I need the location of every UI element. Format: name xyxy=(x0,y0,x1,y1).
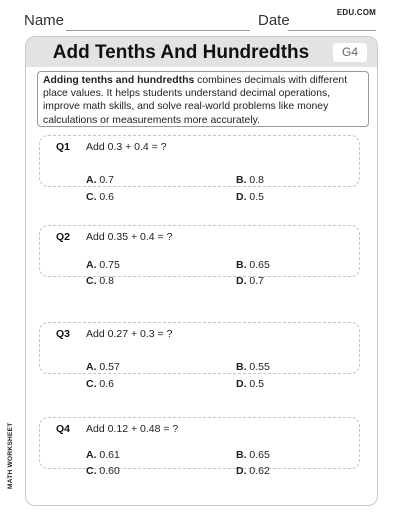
option-letter: D. xyxy=(236,275,247,287)
option-letter: B. xyxy=(236,259,247,271)
option-value: 0.8 xyxy=(249,174,265,186)
question-text: Add 0.35 + 0.4 = ? xyxy=(86,231,173,243)
option-d[interactable] xyxy=(236,465,270,477)
option-d[interactable] xyxy=(236,191,264,203)
option-letter: A. xyxy=(86,449,97,461)
option-b[interactable] xyxy=(236,361,270,373)
option-letter: C. xyxy=(86,378,97,390)
date-label: Date xyxy=(258,12,290,29)
date-line[interactable] xyxy=(288,30,376,31)
worksheet-frame xyxy=(25,36,378,506)
option-value: 0.5 xyxy=(249,191,265,203)
question-text: Add 0.3 + 0.4 = ? xyxy=(86,141,167,153)
option-letter: B. xyxy=(236,449,247,461)
option-c[interactable] xyxy=(86,465,120,477)
question-text: Add 0.12 + 0.48 = ? xyxy=(86,423,179,435)
option-letter: B. xyxy=(236,174,247,186)
option-value: 0.60 xyxy=(99,465,120,477)
title-bar xyxy=(26,37,377,67)
question-text: Add 0.27 + 0.3 = ? xyxy=(86,328,173,340)
question-number: Q3 xyxy=(56,328,71,340)
option-letter: C. xyxy=(86,191,97,203)
question-card xyxy=(39,135,360,203)
brand-logo: EDU.COM xyxy=(336,8,376,17)
option-letter: D. xyxy=(236,378,247,390)
question-number: Q1 xyxy=(56,141,71,153)
worksheet-header xyxy=(24,10,376,30)
intro-box xyxy=(37,71,369,127)
intro-bold: Adding tenths and hundredths xyxy=(43,75,195,86)
name-label: Name xyxy=(24,12,65,29)
option-a[interactable] xyxy=(86,174,114,186)
question-card xyxy=(39,417,360,477)
option-letter: A. xyxy=(86,174,97,186)
option-value: 0.6 xyxy=(99,378,115,390)
option-c[interactable] xyxy=(86,191,114,203)
question-number: Q2 xyxy=(56,231,71,243)
intro-text: combines decimals with different place values. It helps students understand decimal operations, improve math skills, and solve real-world problems like money calculations or measurements more accurately. xyxy=(43,75,348,126)
side-label: MATH WORKSHEET xyxy=(7,422,14,489)
option-value: 0.7 xyxy=(249,275,265,287)
option-value: 0.75 xyxy=(99,259,120,271)
option-value: 0.62 xyxy=(249,465,270,477)
question-card xyxy=(39,225,360,287)
question-number: Q4 xyxy=(56,423,71,435)
option-letter: C. xyxy=(86,465,97,477)
worksheet-title: Add Tenths And Hundredths xyxy=(52,42,310,63)
option-value: 0.7 xyxy=(99,174,115,186)
option-letter: D. xyxy=(236,465,247,477)
grade-badge: G4 xyxy=(333,43,367,62)
option-c[interactable] xyxy=(86,275,114,287)
option-a[interactable] xyxy=(86,449,120,461)
option-letter: A. xyxy=(86,259,97,271)
option-a[interactable] xyxy=(86,259,120,271)
option-b[interactable] xyxy=(236,174,264,186)
option-value: 0.6 xyxy=(99,191,115,203)
option-value: 0.5 xyxy=(249,378,265,390)
option-d[interactable] xyxy=(236,378,264,390)
option-a[interactable] xyxy=(86,361,120,373)
option-value: 0.57 xyxy=(99,361,120,373)
option-value: 0.8 xyxy=(99,275,115,287)
option-d[interactable] xyxy=(236,275,264,287)
option-value: 0.61 xyxy=(99,449,120,461)
option-letter: A. xyxy=(86,361,97,373)
option-value: 0.65 xyxy=(249,449,270,461)
question-card xyxy=(39,322,360,390)
option-b[interactable] xyxy=(236,259,270,271)
option-value: 0.55 xyxy=(249,361,270,373)
option-value: 0.65 xyxy=(249,259,270,271)
option-b[interactable] xyxy=(236,449,270,461)
option-c[interactable] xyxy=(86,378,114,390)
option-letter: D. xyxy=(236,191,247,203)
name-line[interactable] xyxy=(66,30,250,31)
option-letter: C. xyxy=(86,275,97,287)
option-letter: B. xyxy=(236,361,247,373)
